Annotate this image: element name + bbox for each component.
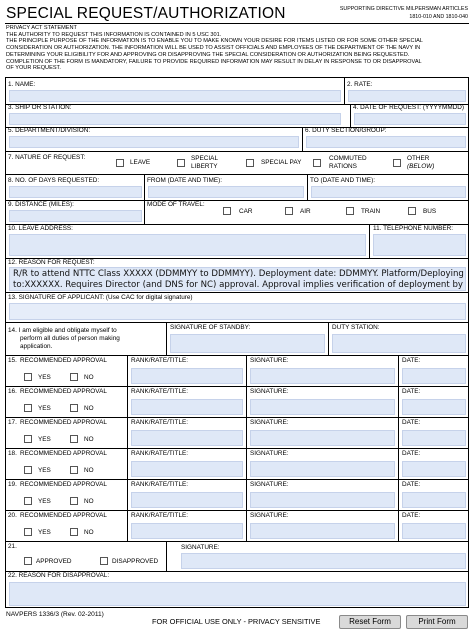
standby-signature-field[interactable]: [170, 334, 325, 353]
divider: [5, 292, 469, 293]
privacy-line: PRIVACY ACT STATEMENT: [6, 25, 77, 31]
date-label: DATE:: [402, 481, 421, 488]
divider: [144, 200, 145, 224]
divider: [246, 417, 247, 448]
recommended-approval-label: RECOMMENDED APPROVAL: [20, 388, 107, 395]
divider: [246, 386, 247, 417]
date-field[interactable]: [402, 492, 466, 508]
bus-checkbox[interactable]: [408, 207, 416, 215]
privacy-notice: FOR OFFICIAL USE ONLY - PRIVACY SENSITIVE: [152, 617, 321, 626]
directive-line-1: SUPPORTING DIRECTIVE MILPERSMAN ARTICLES: [339, 6, 468, 12]
recommend-no-label: NO: [84, 529, 94, 536]
divider: [5, 448, 469, 449]
divider: [5, 417, 469, 418]
divider: [344, 77, 345, 104]
name-label: 1. NAME:: [8, 81, 36, 88]
leave-address-field[interactable]: [9, 234, 366, 256]
divider: [5, 479, 469, 480]
signature-label: SIGNATURE:: [250, 481, 289, 488]
recommended-approval-label: RECOMMENDED APPROVAL: [20, 450, 107, 457]
recommend-no-checkbox[interactable]: [70, 373, 78, 381]
distance-label: 9. DISTANCE (MILES):: [8, 201, 74, 208]
approval-number: 16.: [8, 388, 17, 395]
recommend-no-checkbox[interactable]: [70, 466, 78, 474]
divider: [398, 386, 399, 417]
date-of-request-label: 4. DATE OF REQUEST: (YYYYMMDD): [353, 104, 465, 111]
duty-section-field[interactable]: [306, 136, 466, 148]
special-liberty-checkbox[interactable]: [177, 159, 185, 167]
other-label-2: (BELOW): [407, 163, 435, 170]
rate-field[interactable]: [348, 90, 466, 102]
recommend-no-checkbox[interactable]: [70, 497, 78, 505]
divider: [398, 448, 399, 479]
signature-label: SIGNATURE:: [250, 419, 289, 426]
recommend-yes-label: YES: [38, 529, 51, 536]
car-checkbox[interactable]: [223, 207, 231, 215]
divider: [144, 174, 145, 200]
item14-line-2: perform all duties of person making: [20, 335, 120, 342]
recommend-no-label: NO: [84, 436, 94, 443]
rank-rate-title-label: RANK/RATE/TITLE:: [131, 357, 189, 364]
signature-field[interactable]: [250, 430, 395, 446]
ship-station-label: 3. SHIP OR STATION:: [8, 104, 72, 111]
item21-signature-label: SIGNATURE:: [181, 544, 220, 551]
divider: [302, 127, 303, 151]
standby-signature-label: SIGNATURE OF STANDBY:: [170, 324, 251, 331]
train-checkbox[interactable]: [346, 207, 354, 215]
from-date-label: FROM (DATE AND TIME):: [147, 177, 223, 184]
recommend-no-label: NO: [84, 467, 94, 474]
date-label: DATE:: [402, 388, 421, 395]
item14-line-3: application.: [20, 343, 53, 350]
divider: [166, 322, 167, 355]
reset-form-button[interactable]: Reset Form: [339, 615, 401, 629]
item21-signature-field[interactable]: [181, 553, 466, 569]
ship-station-field[interactable]: [9, 113, 341, 125]
date-label: DATE:: [402, 419, 421, 426]
divider: [246, 448, 247, 479]
reason-line: to:XXXXXX. Requires Director (and DNS for NC) approval. Approval implies verification of deployment by: [13, 280, 464, 290]
divider: [398, 479, 399, 510]
date-field[interactable]: [402, 523, 466, 539]
divider: [127, 417, 128, 448]
form-title: SPECIAL REQUEST/AUTHORIZATION: [6, 5, 286, 22]
rank-rate-title-field[interactable]: [131, 492, 243, 508]
approval-number: 19.: [8, 481, 17, 488]
divider: [369, 224, 370, 258]
commuted-rations-checkbox[interactable]: [313, 159, 321, 167]
recommended-approval-label: RECOMMENDED APPROVAL: [20, 481, 107, 488]
applicant-signature-label: 13. SIGNATURE OF APPLICANT: (Use CAC for digital signature): [8, 294, 193, 301]
date-label: DATE:: [402, 357, 421, 364]
recommend-yes-label: YES: [38, 374, 51, 381]
disapproved-label: DISAPPROVED: [112, 558, 159, 565]
recommend-no-label: NO: [84, 405, 94, 412]
distance-field[interactable]: [9, 210, 142, 222]
reason-line: R/R to attend NTTC Class XXXXX (DDMMYY to DDMMYY). Deployment date: DDMMYY. Platform/Deploying: [13, 269, 464, 279]
reason-disapproval-field[interactable]: [9, 582, 466, 606]
recommend-yes-label: YES: [38, 498, 51, 505]
rank-rate-title-label: RANK/RATE/TITLE:: [131, 388, 189, 395]
nature-label: 7. NATURE OF REQUEST:: [8, 154, 86, 161]
train-label: TRAIN: [361, 208, 381, 215]
divider: [127, 479, 128, 510]
recommended-approval-label: RECOMMENDED APPROVAL: [20, 357, 107, 364]
signature-field[interactable]: [250, 523, 395, 539]
print-form-button[interactable]: Print Form: [406, 615, 468, 629]
form-number: NAVPERS 1336/3 (Rev. 02-2011): [6, 611, 104, 618]
rank-rate-title-field[interactable]: [131, 368, 243, 384]
recommend-yes-checkbox[interactable]: [24, 435, 32, 443]
commuted-rations-label-1: COMMUTED: [329, 155, 367, 162]
divider: [127, 386, 128, 417]
divider: [5, 200, 469, 201]
car-label: CAR: [239, 208, 253, 215]
approved-checkbox[interactable]: [24, 557, 32, 565]
rank-rate-title-label: RANK/RATE/TITLE:: [131, 481, 189, 488]
recommended-approval-label: RECOMMENDED APPROVAL: [20, 512, 107, 519]
approved-label: APPROVED: [36, 558, 72, 565]
date-of-request-field[interactable]: [354, 113, 466, 125]
recommend-yes-checkbox[interactable]: [24, 466, 32, 474]
divider: [5, 174, 469, 175]
divider: [246, 355, 247, 386]
divider: [5, 541, 469, 542]
name-field[interactable]: [9, 90, 341, 102]
divider: [5, 510, 469, 511]
approval-number: 17.: [8, 419, 17, 426]
from-date-field[interactable]: [148, 186, 304, 198]
rank-rate-title-label: RANK/RATE/TITLE:: [131, 450, 189, 457]
rate-label: 2. RATE:: [347, 81, 373, 88]
signature-field[interactable]: [250, 368, 395, 384]
applicant-signature-field[interactable]: [9, 303, 466, 320]
signature-field[interactable]: [250, 461, 395, 477]
reason-field[interactable]: [9, 267, 466, 291]
item21-number: 21.: [8, 543, 17, 550]
department-label: 5. DEPARTMENT/DIVISION:: [8, 127, 91, 134]
recommend-no-checkbox[interactable]: [70, 404, 78, 412]
recommend-yes-label: YES: [38, 405, 51, 412]
divider: [398, 355, 399, 386]
privacy-line: THE PRINCIPLE PURPOSE OF THE INFORMATION IS TO ENABLE YOU TO MAKE KNOWN YOUR DESIRE FOR ITEMS LISTED OR FOR SOME OTHER SPECIAL: [6, 38, 423, 45]
signature-label: SIGNATURE:: [250, 388, 289, 395]
divider: [5, 151, 469, 152]
divider: [350, 104, 351, 127]
telephone-label: 11. TELEPHONE NUMBER:: [373, 225, 454, 232]
bus-label: BUS: [423, 208, 437, 215]
item14-line-1: 14. I am eligible and obligate myself to: [8, 327, 117, 334]
date-field[interactable]: [402, 430, 466, 446]
leave-label: LEAVE: [130, 159, 151, 166]
divider: [127, 355, 128, 386]
recommended-approval-label: RECOMMENDED APPROVAL: [20, 419, 107, 426]
leave-checkbox[interactable]: [116, 159, 124, 167]
divider: [127, 448, 128, 479]
divider: [398, 510, 399, 541]
divider: [307, 174, 308, 200]
leave-address-label: 10. LEAVE ADDRESS:: [8, 225, 73, 232]
recommend-no-checkbox[interactable]: [70, 435, 78, 443]
divider: [5, 322, 469, 323]
rank-rate-title-field[interactable]: [131, 523, 243, 539]
approval-number: 15.: [8, 357, 17, 364]
signature-label: SIGNATURE:: [250, 450, 289, 457]
days-requested-label: 8. NO. OF DAYS REQUESTED:: [8, 177, 100, 184]
date-field[interactable]: [402, 368, 466, 384]
special-liberty-label-1: SPECIAL: [191, 155, 218, 162]
privacy-line: THE AUTHORITY TO REQUEST THIS INFORMATION IS CONTAINED IN 5 USC 301.: [6, 31, 222, 38]
divider: [246, 510, 247, 541]
signature-label: SIGNATURE:: [250, 357, 289, 364]
recommend-yes-checkbox[interactable]: [24, 528, 32, 536]
divider: [5, 355, 469, 356]
rank-rate-title-field[interactable]: [131, 430, 243, 446]
special-pay-label: SPECIAL PAY: [261, 159, 302, 166]
date-label: DATE:: [402, 512, 421, 519]
other-label-1: OTHER: [407, 155, 430, 162]
recommend-yes-label: YES: [38, 467, 51, 474]
rank-rate-title-label: RANK/RATE/TITLE:: [131, 419, 189, 426]
recommend-yes-checkbox[interactable]: [24, 404, 32, 412]
divider: [127, 510, 128, 541]
privacy-line: CONSIDERATION OR AUTHORIZATION. THE INFORMATION WILL BE USED TO ASSIST OFFICIALS AND EMPLOYEES OF THE DEPARTMENT OF THE NAVY IN: [6, 45, 421, 52]
days-requested-field[interactable]: [9, 186, 142, 198]
privacy-act-statement: [6, 25, 468, 72]
privacy-line: DETERMINING YOUR ELIGIBILITY FOR AND APPROVING OR DISAPPROVING THE SPECIAL CONSIDERATION OR AUTHORIZATION BEING REQUESTED.: [6, 51, 410, 58]
date-label: DATE:: [402, 450, 421, 457]
commuted-rations-label-2: RATIONS: [329, 163, 357, 170]
date-field[interactable]: [402, 461, 466, 477]
divider: [328, 322, 329, 355]
approval-number: 20.: [8, 512, 17, 519]
divider: [166, 541, 167, 571]
reason-label: 12. REASON FOR REQUEST:: [8, 259, 95, 266]
rank-rate-title-field[interactable]: [131, 399, 243, 415]
recommend-yes-label: YES: [38, 436, 51, 443]
rank-rate-title-label: RANK/RATE/TITLE:: [131, 512, 189, 519]
duty-station-field[interactable]: [332, 334, 466, 353]
special-liberty-label-2: LIBERTY: [191, 163, 218, 170]
rank-rate-title-field[interactable]: [131, 461, 243, 477]
to-date-field[interactable]: [311, 186, 466, 198]
recommend-yes-checkbox[interactable]: [24, 497, 32, 505]
recommend-yes-checkbox[interactable]: [24, 373, 32, 381]
date-field[interactable]: [402, 399, 466, 415]
title-divider: [5, 23, 469, 24]
special-pay-checkbox[interactable]: [246, 159, 254, 167]
travel-mode-label: MODE OF TRAVEL:: [147, 201, 205, 208]
privacy-line: COMPLETION OF THE FORM IS MANDATORY, FAILURE TO PROVIDE REQUIRED INFORMATION MAY RESULT IN DELAY IN RESPONSE TO OR DISAPPROVAL: [6, 58, 422, 65]
recommend-no-label: NO: [84, 374, 94, 381]
divider: [5, 386, 469, 387]
privacy-line: OF YOUR REQUEST.: [6, 65, 61, 72]
duty-section-label: 6. DUTY SECTION/GROUP:: [305, 127, 387, 134]
reason-disapproval-label: 22. REASON FOR DISAPPROVAL:: [8, 572, 110, 579]
supporting-directive: [268, 5, 468, 21]
recommend-no-label: NO: [84, 498, 94, 505]
signature-field[interactable]: [250, 399, 395, 415]
signature-field[interactable]: [250, 492, 395, 508]
air-checkbox[interactable]: [285, 207, 293, 215]
to-date-label: TO (DATE AND TIME):: [310, 177, 375, 184]
air-label: AIR: [300, 208, 311, 215]
approval-number: 18.: [8, 450, 17, 457]
signature-label: SIGNATURE:: [250, 512, 289, 519]
divider: [246, 479, 247, 510]
divider: [398, 417, 399, 448]
recommend-no-checkbox[interactable]: [70, 528, 78, 536]
telephone-field[interactable]: [373, 234, 466, 256]
duty-station-label: DUTY STATION:: [332, 324, 380, 331]
disapproved-checkbox[interactable]: [100, 557, 108, 565]
other-checkbox[interactable]: [393, 159, 401, 167]
directive-line-2: 1810-010 AND 1810-040: [409, 14, 468, 20]
department-field[interactable]: [9, 136, 299, 148]
